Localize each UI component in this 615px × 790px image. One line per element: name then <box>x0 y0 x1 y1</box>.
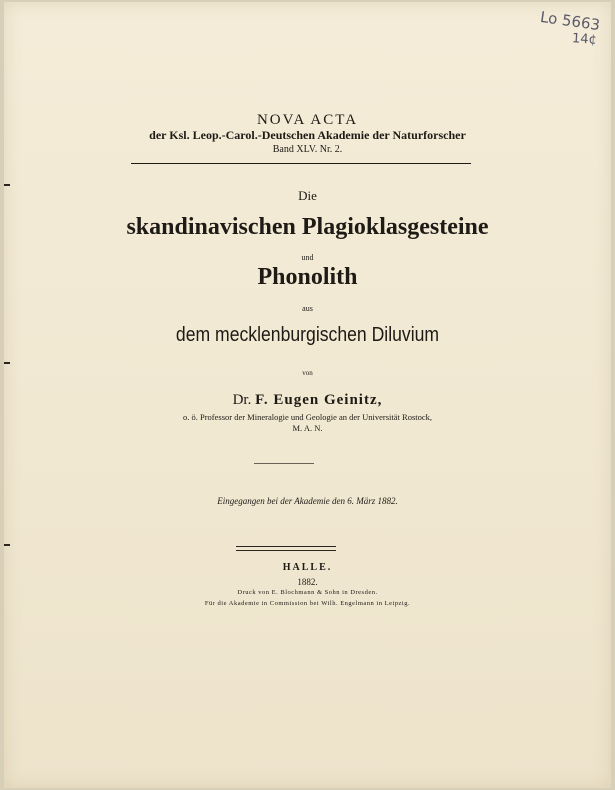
volume-number: Band XLV. Nr. 2. <box>272 144 343 155</box>
author-line <box>4 392 611 409</box>
handwritten-catalog-number: Lo 5663 <box>539 7 602 35</box>
title-line-2: Phonolith <box>257 264 358 290</box>
title-line-1: skandinavischen Plagioklasgesteine <box>126 214 489 240</box>
margin-mark <box>4 184 10 186</box>
author-membership: M. A. N. <box>292 423 323 433</box>
title-article: Die <box>298 188 317 203</box>
title-line-3: dem mecklenburgischen Diluvium <box>175 324 440 346</box>
imprint-rule <box>236 546 336 551</box>
margin-mark <box>4 362 10 364</box>
received-note: Eingegangen bei der Akademie den 6. März 1882. <box>217 496 398 506</box>
author-name: F. Eugen Geinitz, <box>255 392 383 408</box>
imprint-printer: Druck von E. Blochmann & Sohn in Dresden. <box>237 589 378 596</box>
title-preposition: aus <box>302 304 313 313</box>
author-affiliation: o. ö. Professor der Mineralogie und Geologie an der Universität Rostock, <box>182 412 433 422</box>
handwritten-price: 14¢ <box>571 31 598 48</box>
imprint-year: 1882. <box>297 577 318 587</box>
author-prefix: Dr. <box>232 392 252 408</box>
header-rule <box>131 163 471 164</box>
series-title: NOVA ACTA <box>256 112 359 128</box>
title-page <box>4 2 611 788</box>
divider-rule <box>254 463 314 464</box>
margin-mark <box>4 544 10 546</box>
title-conjunction: und <box>301 253 314 262</box>
imprint-commission: Für die Akademie in Commission bei Wilh. Engelmann in Leipzig. <box>204 600 411 607</box>
author-by: von <box>302 369 313 377</box>
imprint-place: HALLE. <box>282 562 333 573</box>
academy-name: der Ksl. Leop.-Carol.-Deutschen Akademie der Naturforscher <box>149 128 466 142</box>
